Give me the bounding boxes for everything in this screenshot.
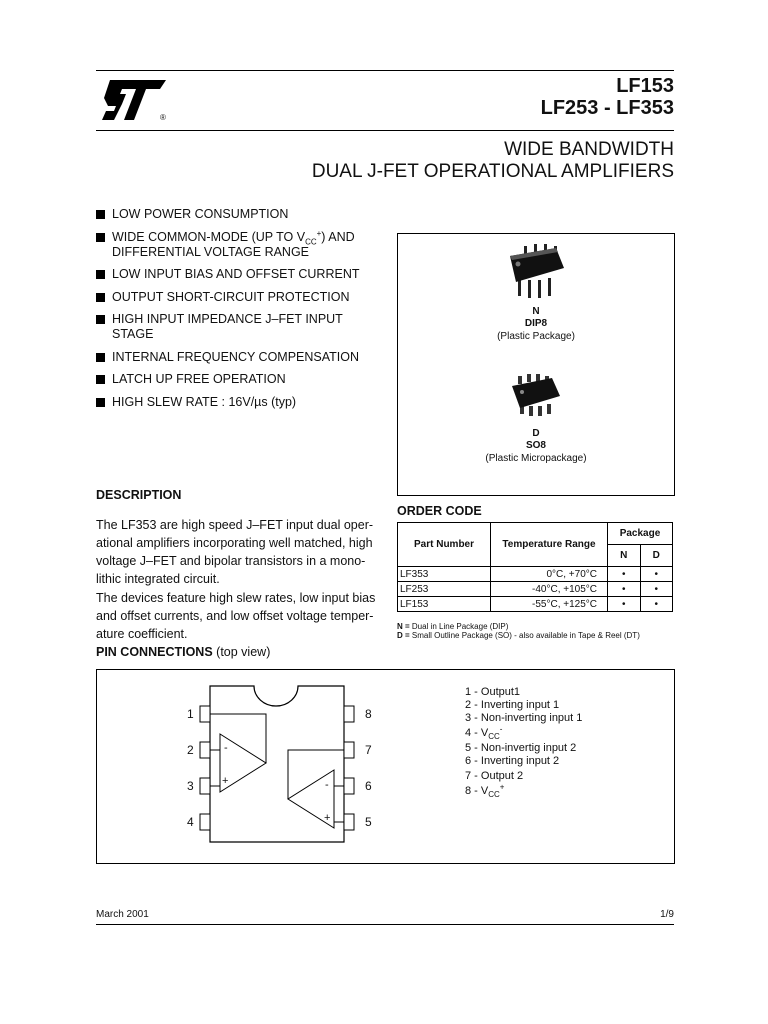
package-box xyxy=(397,233,675,496)
pin-list-item: $8 - V_{CC}^+$ xyxy=(465,782,505,800)
dip8-package-icon xyxy=(506,242,566,304)
feature-item: LOW POWER CONSUMPTION xyxy=(96,207,396,222)
bullet-square-icon xyxy=(96,233,105,242)
description-heading: DESCRIPTION xyxy=(96,488,182,502)
bullet-square-icon xyxy=(96,270,105,279)
order-code-heading: ORDER CODE xyxy=(397,504,482,518)
pin-number-3: 3 xyxy=(187,779,194,793)
part-number-line1: LF153 xyxy=(616,75,674,97)
pin-number-4: 4 xyxy=(187,815,194,829)
table-row: LF253 -40°C, +105°C • • xyxy=(398,582,673,597)
description-para2: The devices feature high slew rates, low input bias and offset currents, and low offset voltage temper- ature coefficient. xyxy=(96,591,376,641)
col-part-number: Part Number xyxy=(398,523,491,567)
dip-name: DIP8 xyxy=(524,318,548,329)
footer-page: 1/9 xyxy=(660,909,674,920)
pin-list-item: 1 - Output1 xyxy=(465,686,521,698)
footer-rule xyxy=(96,924,674,925)
note-n: N = Dual in Line Package (DIP) xyxy=(397,622,509,631)
amp1-plus-sign: + xyxy=(222,775,229,787)
pin-number-5: 5 xyxy=(365,815,372,829)
amp1-minus-sign: - xyxy=(224,742,228,754)
feature-item: LOW INPUT BIAS AND OFFSET CURRENT xyxy=(96,267,396,282)
bullet-square-icon xyxy=(96,210,105,219)
footer-date: March 2001 xyxy=(96,909,149,920)
pin-list-item: 5 - Non-invertig input 2 xyxy=(465,742,577,754)
feature-item: WIDE COMMON-MODE (UP TO $V_{CC}^+$) AND DIFFERENTIAL VOLTAGE RANGE xyxy=(96,230,396,260)
pin-list-item: $4 - V_{CC}^-$ xyxy=(465,724,503,742)
so-letter: D xyxy=(532,428,540,439)
col-n: N xyxy=(608,545,641,567)
bullet-square-icon xyxy=(96,375,105,384)
pin-list-item: 3 - Non-inverting input 1 xyxy=(465,712,583,724)
title-line2: DUAL J-FET OPERATIONAL AMPLIFIERS xyxy=(311,161,674,182)
table-row: LF353 0°C, +70°C • • xyxy=(398,567,673,582)
feature-item: INTERNAL FREQUENCY COMPENSATION xyxy=(96,350,396,365)
pin-list xyxy=(465,686,582,798)
feature-item: HIGH INPUT IMPEDANCE J–FET INPUT STAGE xyxy=(96,312,396,342)
bullet-square-icon xyxy=(96,315,105,324)
pin-number-8: 8 xyxy=(365,707,372,721)
col-temperature-range: Temperature Range xyxy=(491,523,608,567)
table-row: LF153 -55°C, +125°C • • xyxy=(398,597,673,612)
col-package: Package xyxy=(608,523,673,545)
bullet-square-icon xyxy=(96,353,105,362)
feature-item: OUTPUT SHORT-CIRCUIT PROTECTION xyxy=(96,290,396,305)
pin-connections-heading: PIN CONNECTIONS (top view) xyxy=(96,645,271,659)
pin-list-item: 7 - Output 2 xyxy=(465,770,524,782)
header-mid-rule xyxy=(96,130,674,131)
pin-number-2: 2 xyxy=(187,743,194,757)
bullet-square-icon xyxy=(96,398,105,407)
dip-letter: N xyxy=(532,306,540,317)
pin-number-7: 7 xyxy=(365,743,372,757)
description-para1: The LF353 are high speed J–FET input dual oper- ational amplifiers incorporating well matched, high voltage J–FET and bipolar transistors in a mono- lithic integrated circuit. xyxy=(96,518,374,586)
pin-list-item: 6 - Inverting input 2 xyxy=(465,755,560,767)
feature-item: LATCH UP FREE OPERATION xyxy=(96,372,396,387)
pin-number-6: 6 xyxy=(365,779,372,793)
registered-mark: ® xyxy=(160,113,166,122)
feature-item: HIGH SLEW RATE : 16V/µs (typ) xyxy=(96,395,396,410)
pin-number-1: 1 xyxy=(187,707,194,721)
bullet-square-icon xyxy=(96,293,105,302)
so-name: SO8 xyxy=(525,440,546,451)
so-desc: (Plastic Micropackage) xyxy=(485,453,587,464)
pin-list-item: 2 - Inverting input 1 xyxy=(465,699,560,711)
amp2-minus-sign: - xyxy=(325,779,329,791)
header-top-rule xyxy=(96,70,674,71)
title-line1: WIDE BANDWIDTH xyxy=(504,139,674,160)
feature-list xyxy=(96,207,396,417)
dip-desc: (Plastic Package) xyxy=(497,331,575,342)
so8-package-icon xyxy=(508,372,564,420)
col-d: D xyxy=(640,545,673,567)
part-number-line2: LF253 - LF353 xyxy=(540,97,674,119)
order-code-table xyxy=(397,522,673,612)
note-d: D = Small Outline Package (SO) - also available in Tape & Reel (DT) xyxy=(397,631,640,640)
pinout-diagram xyxy=(180,684,390,844)
amp2-plus-sign: + xyxy=(324,812,331,824)
